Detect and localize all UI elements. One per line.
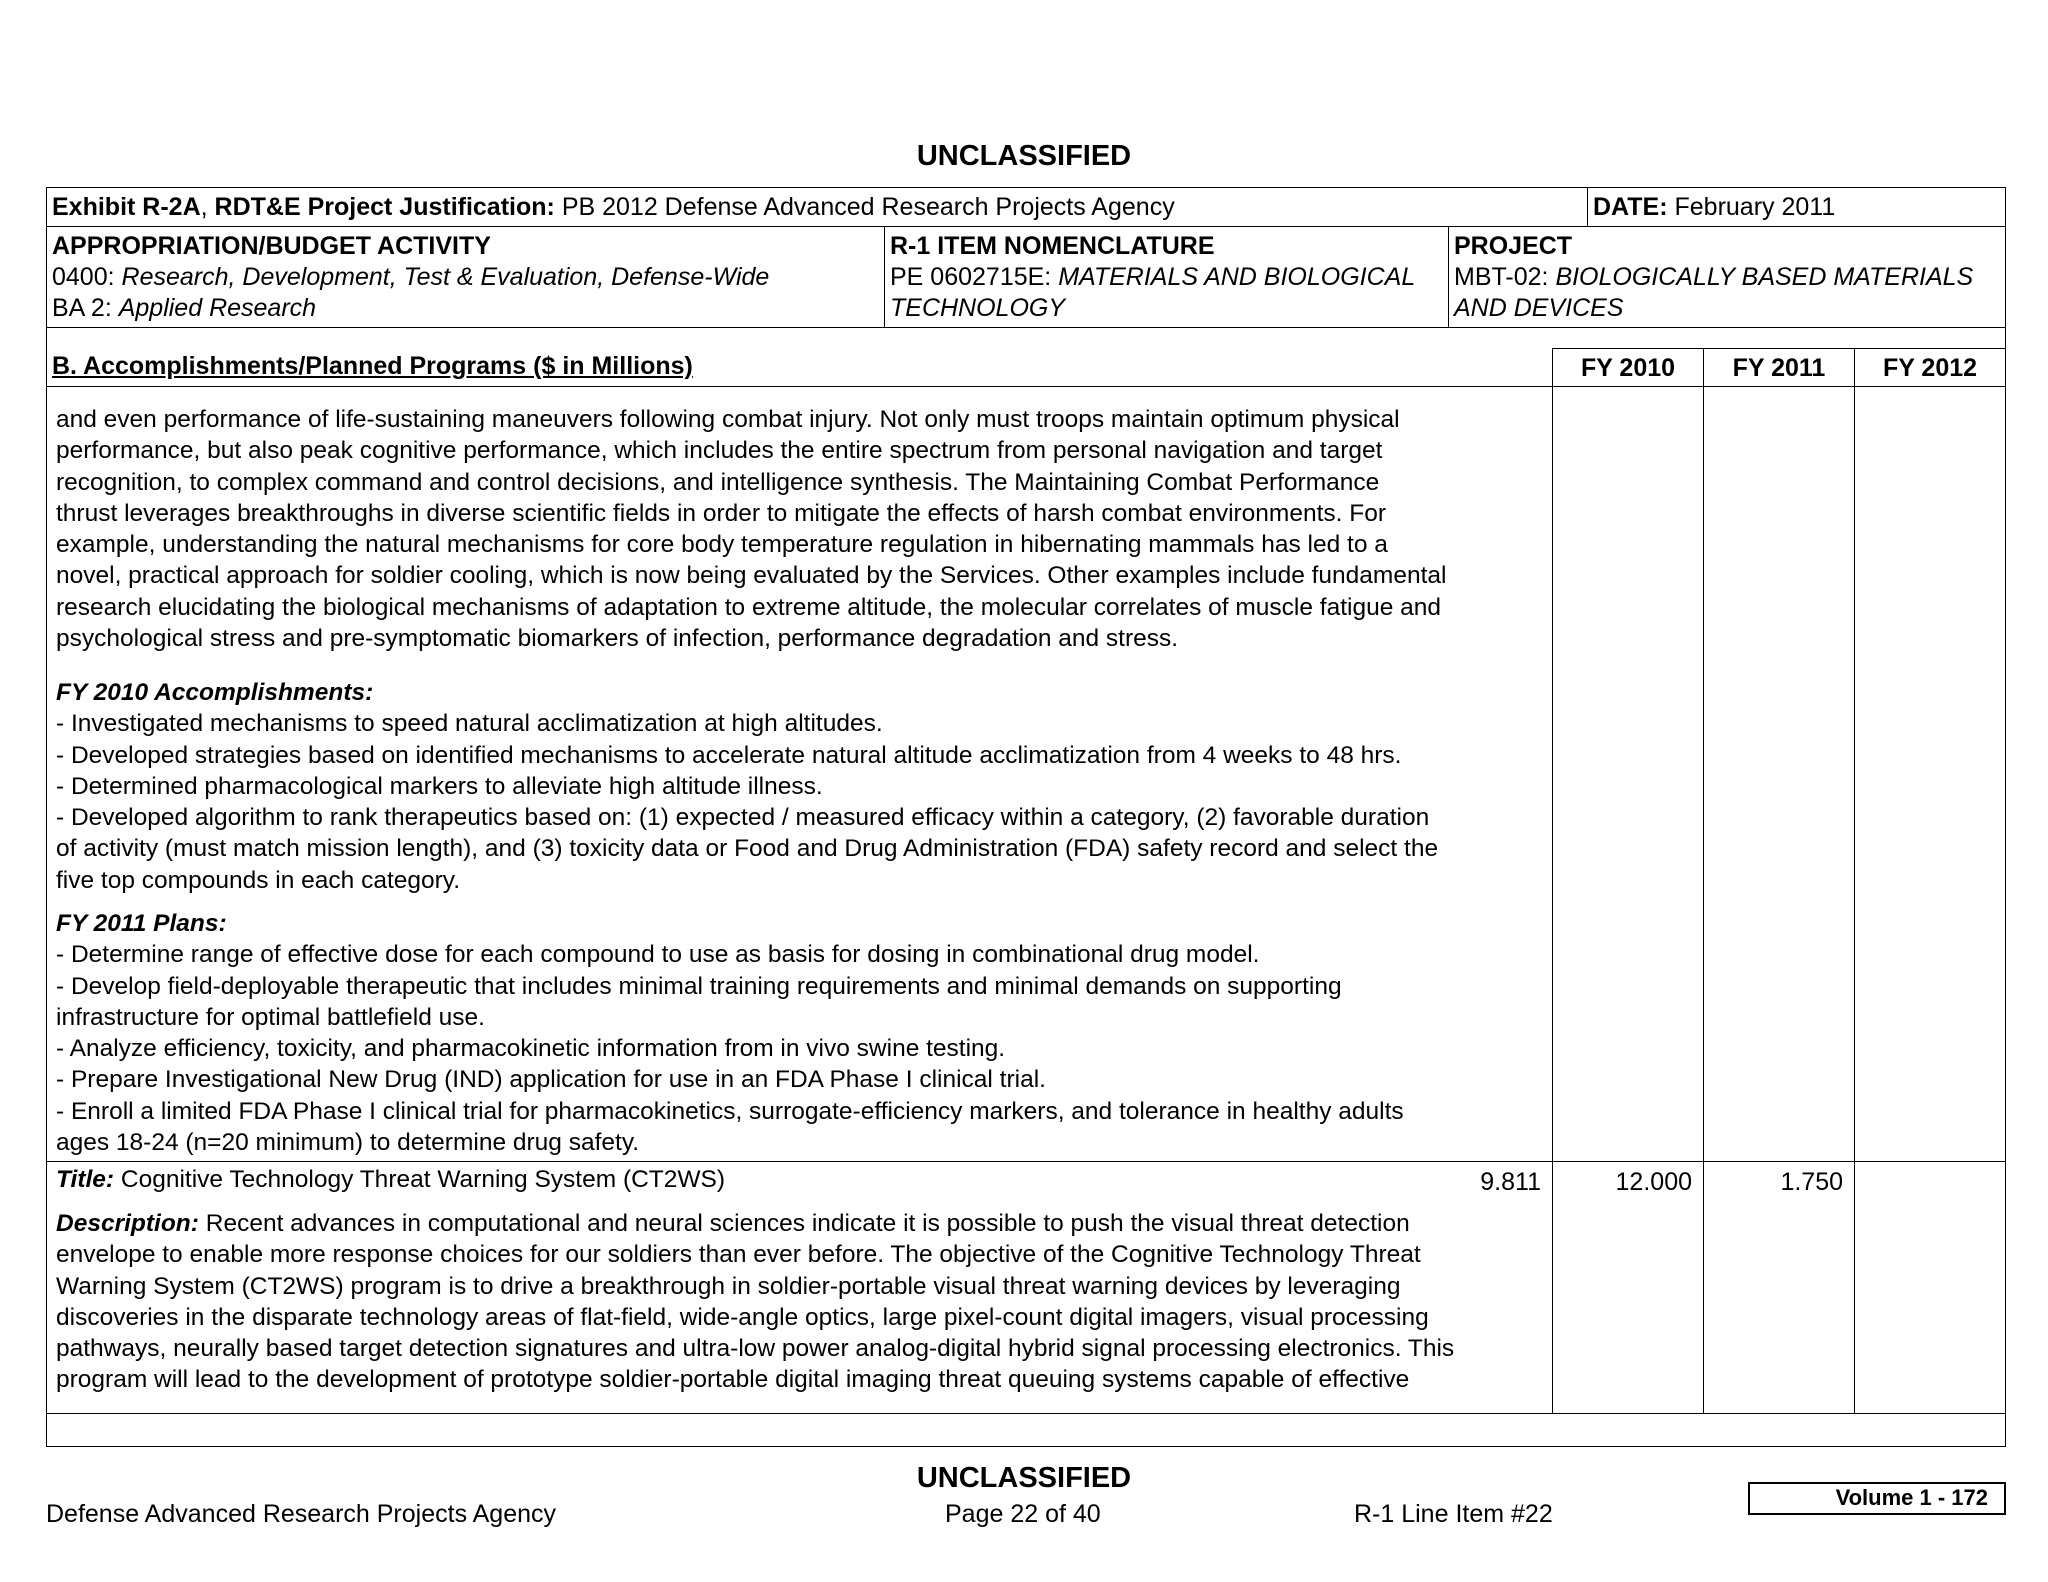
footer-page-number: Page 22 of 40 — [945, 1500, 1101, 1528]
footer-volume-box: Volume 1 - 172 — [1748, 1482, 2006, 1515]
divider — [1703, 348, 1704, 1413]
intro-paragraph — [56, 404, 1446, 654]
footer-line-item: R-1 Line Item #22 — [1354, 1500, 1553, 1528]
fy2010-heading: FY 2010 Accomplishments: — [56, 679, 374, 706]
divider — [1552, 348, 1553, 1413]
fy2011-heading: FY 2011 Plans: — [56, 910, 227, 937]
divider — [47, 1413, 2005, 1414]
text-line: program will lead to the development of prototype soldier-portable digital imaging threat queuing systems capable of effective — [56, 1366, 1410, 1394]
ct2ws-title: Title: Cognitive Technology Threat Warning System (CT2WS) — [56, 1166, 726, 1193]
text-line: recognition, to complex command and control decisions, and intelligence synthesis. The Maintaining Combat Performance — [56, 468, 1380, 496]
text-line: psychological stress and pre-symptomatic biomarkers of infection, performance degradation and stress. — [56, 625, 1179, 653]
fy2010-header: FY 2010 — [1580, 354, 1676, 382]
ct2ws-description: Description: Recent advances in computational and neural sciences indicate it is possible to push the visual threat detection envelope to enable more response choices for our soldiers than ever before. The objective of the Cognitive Technology Threat Warning System (CT2WS) program is to drive a breakthrough in soldier-portable visual threat warning devices by leveraging discoveries in the disparate technology areas of flat-field, wide-angle optics, large pixel-count digital imagers, visual processing pathways, neurally based target detection signatures and ultra-low power analog-digital hybrid signal processing electronics. This program will lead to the development of prototype soldier-portable digital imaging threat queuing systems capable of effective — [56, 1208, 1454, 1396]
text-line: pathways, neurally based target detection signatures and ultra-low power analog-digital hybrid signal processing electronics. This — [56, 1335, 1455, 1363]
divider — [1587, 188, 1588, 226]
fy2011-plans — [56, 908, 1404, 1158]
bullet-line: five top compounds in each category. — [56, 866, 461, 894]
bullet-line: - Developed algorithm to rank therapeutics based on: (1) expected / measured efficacy within a category, (2) favorable duration — [56, 804, 1430, 832]
fy2011-header: FY 2011 — [1732, 354, 1826, 382]
fy2010-accomplishments — [56, 677, 1438, 896]
exhibit-frame — [46, 187, 2006, 1447]
text-line: novel, practical approach for soldier cooling, which is now being evaluated by the Services. Other examples include fundamental — [56, 562, 1447, 590]
classification-top: UNCLASSIFIED — [916, 140, 1132, 172]
ct2ws-fy2012-value: 1.750 — [1780, 1168, 1843, 1196]
ct2ws-fy2011-value: 12.000 — [1615, 1168, 1692, 1196]
divider — [47, 386, 2005, 387]
bullet-line: - Determine range of effective dose for each compound to use as basis for dosing in combinational drug model. — [56, 941, 1260, 969]
divider — [47, 226, 2005, 227]
r1-item-block: R-1 ITEM NOMENCLATURE PE 0602715E: MATERIALS AND BIOLOGICAL TECHNOLOGY — [890, 232, 1416, 322]
section-title: B. Accomplishments/Planned Programs ($ in Millions) — [52, 352, 693, 380]
bullet-line: of activity (must match mission length), and (3) toxicity data or Food and Drug Administration (FDA) safety record and select the — [56, 835, 1439, 863]
text-line: envelope to enable more response choices for our soldiers than ever before. The objective of the Cognitive Technology Threat — [56, 1241, 1421, 1269]
text-line: example, understanding the natural mechanisms for core body temperature regulation in hibernating mammals has led to a — [56, 531, 1388, 559]
divider — [884, 226, 885, 327]
text-line: performance, but also peak cognitive performance, which includes the entire spectrum from personal navigation and target — [56, 437, 1383, 465]
appropriation-block: APPROPRIATION/BUDGET ACTIVITY 0400: Research, Development, Test & Evaluation, Defense-Wide BA 2: Applied Research — [52, 232, 770, 322]
divider — [1448, 226, 1449, 327]
text-line: Warning System (CT2WS) program is to drive a breakthrough in soldier-portable visual threat warning devices by leveraging — [56, 1272, 1401, 1300]
bullet-line: - Prepare Investigational New Drug (IND) application for use in an FDA Phase I clinical trial. — [56, 1066, 1046, 1094]
footer-agency: Defense Advanced Research Projects Agency — [46, 1500, 557, 1528]
bullet-line: - Develop field-deployable therapeutic that includes minimal training requirements and minimal demands on supporting — [56, 972, 1342, 1000]
bullet-line: infrastructure for optimal battlefield use. — [56, 1003, 485, 1031]
fy2012-header: FY 2012 — [1882, 354, 1978, 382]
divider — [1552, 348, 2005, 349]
bullet-line: - Developed strategies based on identified mechanisms to accelerate natural altitude acclimatization from 4 weeks to 48 hrs. — [56, 741, 1402, 769]
divider — [47, 1161, 2005, 1162]
text-line: thrust leverages breakthroughs in diverse scientific fields in order to mitigate the effects of harsh combat environments. For — [56, 499, 1386, 527]
text-line: discoveries in the disparate technology areas of flat-field, wide-angle optics, large pixel-count digital imagers, visual processing — [56, 1303, 1429, 1331]
text-line: and even performance of life-sustaining maneuvers following combat injury. Not only must troops maintain optimum physical — [56, 406, 1400, 433]
ct2ws-fy2010-value: 9.811 — [1480, 1168, 1541, 1196]
text-line: research elucidating the biological mechanisms of adaptation to extreme altitude, the molecular correlates of muscle fatigue and — [56, 593, 1442, 621]
divider — [47, 327, 2005, 328]
date-field: DATE: February 2011 — [1593, 193, 1836, 221]
classification-bottom: UNCLASSIFIED — [916, 1462, 1132, 1494]
bullet-line: - Determined pharmacological markers to alleviate high altitude illness. — [56, 772, 823, 800]
bullet-line: - Analyze efficiency, toxicity, and pharmacokinetic information from in vivo swine testing. — [56, 1035, 1006, 1063]
exhibit-title: Exhibit R-2A, RDT&E Project Justification: PB 2012 Defense Advanced Research Projects Agency — [52, 193, 1175, 221]
bullet-line: ages 18-24 (n=20 minimum) to determine drug safety. — [56, 1129, 640, 1157]
project-block: PROJECT MBT-02: BIOLOGICALLY BASED MATERIALS AND DEVICES — [1454, 232, 1974, 322]
bullet-line: - Enroll a limited FDA Phase I clinical trial for pharmacokinetics, surrogate-efficiency markers, and tolerance in healthy adults — [56, 1097, 1404, 1125]
divider — [1854, 348, 1855, 1413]
bullet-line: - Investigated mechanisms to speed natural acclimatization at high altitudes. — [56, 710, 883, 738]
